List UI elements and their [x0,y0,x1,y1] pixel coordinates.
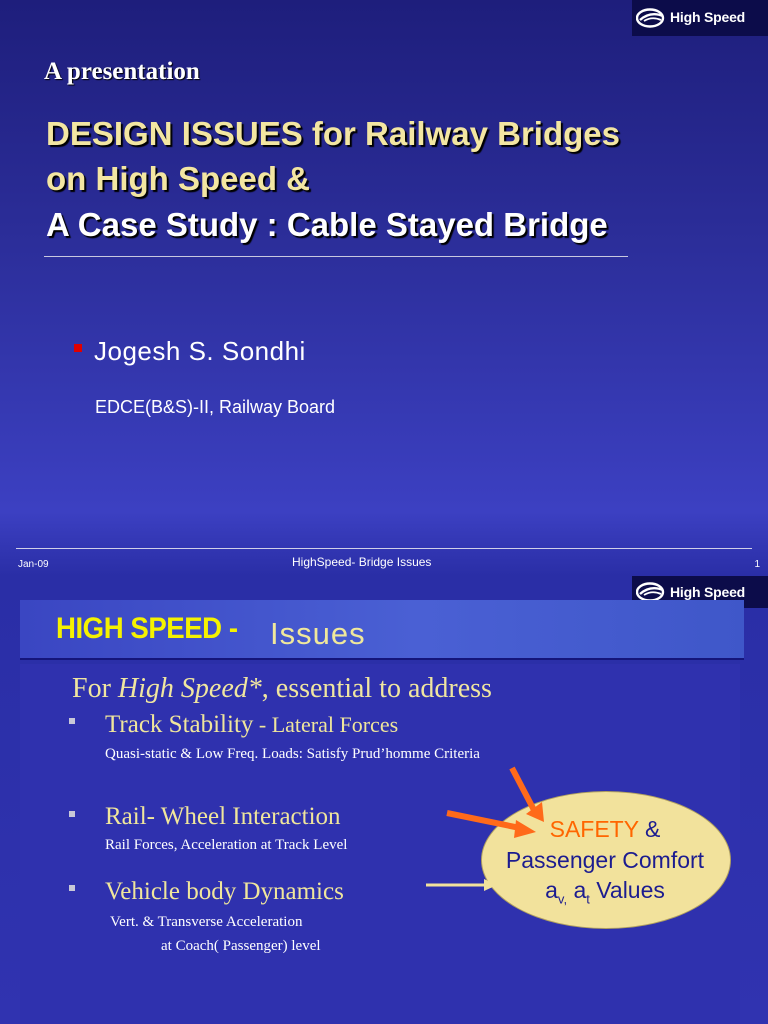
callout-at-sub: t [586,891,590,907]
bullet-icon [74,344,82,352]
title-underline [44,256,628,257]
logo-label: High Speed [670,9,746,25]
author-affiliation: EDCE(B&S)-II, Railway Board [95,397,336,417]
intro-suffix: , essential to address [261,673,492,704]
title-line-2: on High Speed & [46,160,310,197]
item-heading-suffix: - Lateral Forces [253,712,399,737]
callout-at: a [567,877,587,903]
item-detail-2: at Coach( Passenger) level [161,938,321,954]
item-heading-vehicle-body: Vehicle body Dynamics [105,878,344,905]
item-detail: Rail Forces, Acceleration at Track Level [105,837,348,853]
high-speed-logo [632,0,768,36]
callout-arrows [0,576,768,1024]
item-detail: Quasi-static & Low Freq. Loads: Satisfy Prud’homme Criteria [105,746,480,762]
train-logo-icon [636,8,666,28]
item-detail: Vert. & Transverse Acceleration [110,914,303,930]
slide-title-bold: HIGH SPEED - [56,612,238,645]
callout-av-sub: v, [557,891,568,907]
footer-date: Jan-09 [18,559,49,570]
slide-2 [0,576,768,1024]
intro-prefix: For [72,673,118,704]
intro-italic: High Speed* [117,673,262,704]
callout-av: a [545,877,558,903]
cream-arrow-from-vehicle-icon [426,879,497,891]
presentation-label: A presentation [44,58,200,85]
footer-page-number: 1 [754,559,760,570]
callout-line-2: Passenger Comfort [505,847,705,873]
callout-values: Values [589,877,665,903]
footer-title: HighSpeed- Bridge Issues [292,555,432,569]
item-heading-rail-wheel: Rail- Wheel Interaction [105,803,341,830]
orange-arrow-from-track-icon [512,768,544,822]
orange-arrow-from-rail-icon [447,813,536,838]
title-line-3: A Case Study : Cable Stayed Bridge [46,206,608,243]
logo-label: High Speed [670,584,746,600]
callout-amp: & [638,816,661,842]
title-line-1: DESIGN ISSUES for Railway Bridges [46,115,620,152]
footer-divider [16,548,752,549]
item-heading-text: Track Stability [105,711,254,738]
slide-title-rest: Issues [270,616,366,651]
callout-safety: SAFETY [549,816,639,842]
author-name: Jogesh S. Sondhi [94,336,306,366]
